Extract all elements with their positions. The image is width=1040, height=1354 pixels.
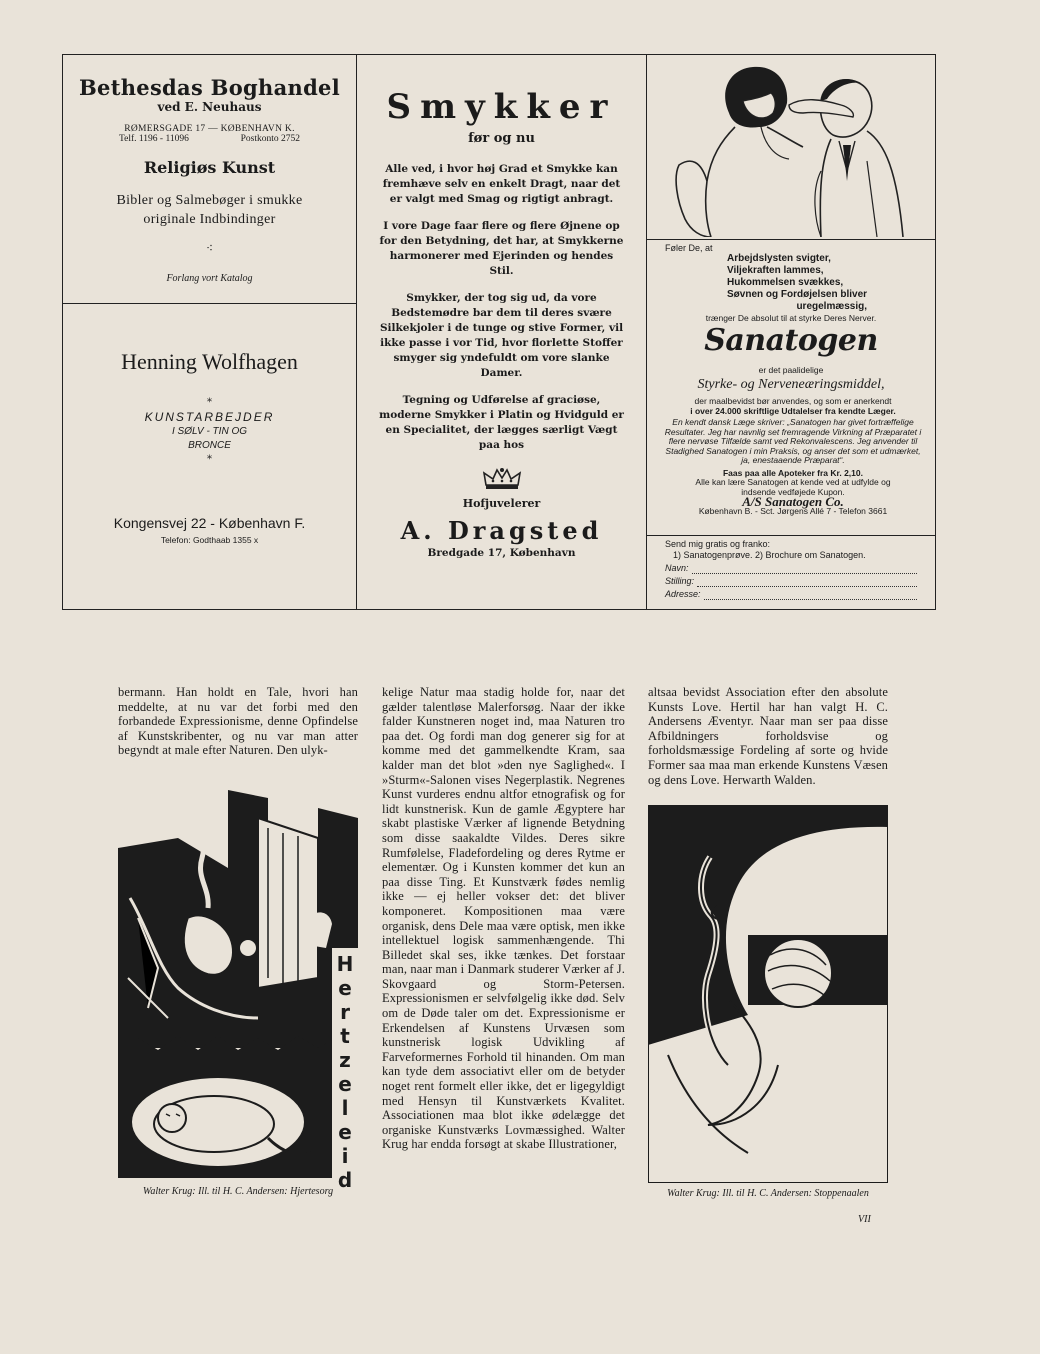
symptom: uregelmæssig, [796, 301, 868, 312]
article-paragraph: altsaa bevidst Association efter den absolute Kunsts Love. Hertil har han valgt H. C. Andersens Æventyr. Naar man ser paa disse Afbildningers forholdsvise og forholdsmæssige Fordeling af sorte og hvide Former saa maa man erkende Kunstens Væsen og dens Love. Herwarth Walden. [648, 685, 888, 787]
bookshop-owner: ved E. Neuhaus [157, 100, 262, 114]
smykker-paragraph: Tegning og Udførelse af graciøse, moderne Smykker i Platin og Hvidguld er en Specialitet, der lægges særligt Vægt paa hos [379, 394, 624, 451]
bookshop-heading: Religiøs Kunst [143, 158, 276, 177]
bookshop-postkonto: Postkonto 2752 [240, 134, 300, 144]
sanatogen-need: trænger De absolut til at styrke Deres Nerver. [705, 313, 877, 323]
smykker-paragraph: Alle ved, i hvor høj Grad et Smykke kan fremhæve selv en enkelt Dragt, naar det er valgt med Smag og rigtigt anbragt. [382, 163, 621, 205]
hjertesorg-illustration [118, 778, 358, 1178]
wolfhagen-materials: BRONCE [188, 440, 231, 451]
ad-column-right [647, 55, 935, 609]
sanatogen-coupon [647, 535, 935, 600]
sanatogen-reliable: er det paalidelige [758, 365, 824, 375]
smykker-subtitle: før og nu [468, 131, 535, 146]
coupon-field-label: Stilling: [665, 576, 695, 586]
wolfhagen-materials: I SØLV - TIN OG [171, 426, 247, 437]
smykker-paragraph: I vore Dage faar flere og flere Øjnene op for den Betydning, det har, at Smykkerne harmonerer med Ejerinden og hendes Stil. [379, 220, 624, 277]
sanatogen-body [661, 397, 925, 516]
crown-icon [357, 467, 646, 495]
caption-hjertesorg: Walter Krug: Ill. til H. C. Andersen: Hjertesorg [142, 1186, 334, 1197]
bookshop-title: Bethesdas Boghandel [79, 75, 340, 100]
coupon-field-job[interactable] [665, 576, 917, 587]
coupon-heading: Send mig gratis og franko: [665, 539, 771, 549]
divider [647, 239, 935, 240]
article-column-2 [382, 685, 625, 1152]
sanatogen-quote: En kendt dansk Læge skriver: „Sanatogen har givet fortræffelige Resultater. Jeg har navnlig set fremragende Virkning af Præparatet i flere nervøse Tilfælde samt ved Rekonvalescens. Jeg anvender til Stadighed Sanatogen i min Praksis, og anser det som et udmærket, ja, enestaaende Præparat“. [664, 417, 922, 465]
article-column-3 [648, 685, 888, 787]
wolfhagen-address: Kongensvej 22 - København F. [113, 515, 306, 531]
bookshop-desc-line: originale Indbindinger [143, 212, 276, 227]
caption-stoppenaalen: Walter Krug: Ill. til H. C. Andersen: Stoppenaalen [667, 1188, 869, 1199]
smykker-title: Smykker [386, 87, 617, 127]
sanatogen-logo: Sanatogen [704, 323, 878, 358]
sanatogen-learn: indsende vedføjede Kupon. [741, 486, 845, 497]
coupon-field-address[interactable] [665, 589, 917, 600]
page-number: VII [858, 1214, 871, 1225]
article-paragraph: kelige Natur maa stadig holde for, naar det gælder talentløse Malerforsøg. Naar der ikke falder Kunstneren noget ind, maa Naturen tro paa det. Og fordi man dog generer sig for at komme med det gammelkendte Kram, saa kalder man det blot »den nye Saglighed«. I »Sturm«-Salonen vises Negerplastik. Negrenes Kunst vurderes endnu altfor etnografisk og for lidt kunstnerisk. Kun de gamle Ægyptere har skabt plastiske Værker af lignende Betydning som disse saakaldte Vildes. Deres sikre Rumfølelse, Fladefordeling og deres Rytme er elementær. Og i Kunsten kommer det kun an paa disse Ting. Et Kunstværk fødes nemlig ikke — ej heller vokser det: det bliver komponeret. Kompositionen maa være organisk, dens Dele maa være optisk, men ikke intellektuel logisk sammenhængende. Thi Billedet skal ses, ikke tænkes. Det forstaar man, naar man i Danmark studerer Værker af J. Skovgaard og Storm-Petersen. Expressionismen er selvfølgelig ikke død. Selv om de Døde taler om det. Expressionisme er Erkendelsen af Kunstens Urvæsen som kunstnerisk logisk Udvikling af Farveformernes Forhold til hinanden. Om man kan tyde dem associativt eller om de betyder noget rent formelt eller ikke, det er ligegyldigt med Hensyn til Kunstværkets Kvalitet. Associationen maa blot ikke ødelægge det organiske Kunstværks Lovmæssighed. Walter Krug har endda forsøgt at skabe Illustrationer, [382, 685, 625, 1152]
coupon-field-label: Navn: [665, 563, 689, 573]
article-paragraph: bermann. Han holdt en Tale, hvori han meddelte, at nu var det forbi med den forbandede Expressionisme, denne Opfindelse af Kunstskribenter, og nu var man atter begyndt at male efter Naturen. Den ulyk- [118, 685, 358, 758]
couple-illustration [671, 61, 911, 237]
coupon-items: 1) Sanatogenprøve. 2) Brochure om Sanatogen. [673, 550, 866, 560]
symptom: Hukommelsen svækkes, [727, 277, 844, 288]
stoppenaalen-illustration [648, 805, 888, 1183]
hertzeleid-lettering: Hertzeleid [333, 952, 357, 1192]
symptom: Viljekraften lammes, [727, 265, 824, 276]
star-ornament: * [207, 454, 212, 465]
wolfhagen-ad [63, 303, 356, 609]
wolfhagen-name: Henning Wolfhagen [121, 349, 298, 374]
bookshop-catalog-note: Forlang vort Katalog [166, 273, 253, 284]
advertisement-box [62, 54, 936, 610]
sanatogen-body-line: der maalbevidst bør anvendes, og som er anerkendt [694, 396, 892, 406]
sanatogen-body-line: i over 24.000 skriftlige Udtalelser fra kendte Læger. [690, 405, 896, 416]
article-column-1 [118, 685, 358, 758]
smykker-company: A. Dragsted [400, 516, 603, 545]
smykker-hofjuvelerer: Hofjuvelerer [462, 497, 541, 510]
bookshop-desc-line: Bibler og Salmebøger i smukke [116, 193, 303, 208]
bookshop-description [63, 191, 356, 229]
smykker-paragraph: Smykker, der tog sig ud, da vore Bedstemødre bar dem til deres svære Silkekjoler i de tunge og stive Former, vil ikke passe i vor Tid, hvor florlette Stoffer smyger sig yndefuldt om vore slanke Damer. [379, 292, 624, 379]
coupon-field-label: Adresse: [665, 589, 701, 599]
star-ornament: * [207, 397, 212, 408]
bookshop-tel: Telf. 1196 - 11096 [119, 134, 189, 144]
bookshop-contact [63, 134, 356, 144]
sanatogen-price: Faas paa alle Apoteker fra Kr. 2,10. [722, 467, 863, 478]
ad-column-middle [357, 55, 647, 609]
bookshop-address: RØMERSGADE 17 — KØBENHAVN K. [124, 124, 295, 134]
sanatogen-company: A/S Sanatogen Co. [742, 494, 844, 509]
coupon-field-name[interactable] [665, 563, 917, 574]
ornament: ⁖ [205, 241, 214, 255]
sanatogen-intro: Føler De, at [665, 243, 713, 253]
ad-column-left [63, 55, 357, 609]
sanatogen-strength: Styrke- og Nerveneæringsmiddel, [697, 377, 885, 392]
sanatogen-address: København B. - Sct. Jørgens Allé 7 - Telefon 3661 [698, 505, 888, 516]
wolfhagen-trade: KUNSTARBEJDER [144, 410, 275, 424]
symptom: Søvnen og Fordøjelsen bliver [727, 289, 868, 300]
smykker-address: Bredgade 17, København [427, 547, 576, 559]
bookshop-ad [63, 55, 356, 304]
sanatogen-symptoms [727, 253, 867, 313]
wolfhagen-telephone: Telefon: Godthaab 1355 x [160, 535, 259, 545]
symptom: Arbejdslysten svigter, [727, 253, 831, 264]
sanatogen-learn: Alle kan lære Sanatogen at kende ved at udfylde og [695, 477, 891, 487]
